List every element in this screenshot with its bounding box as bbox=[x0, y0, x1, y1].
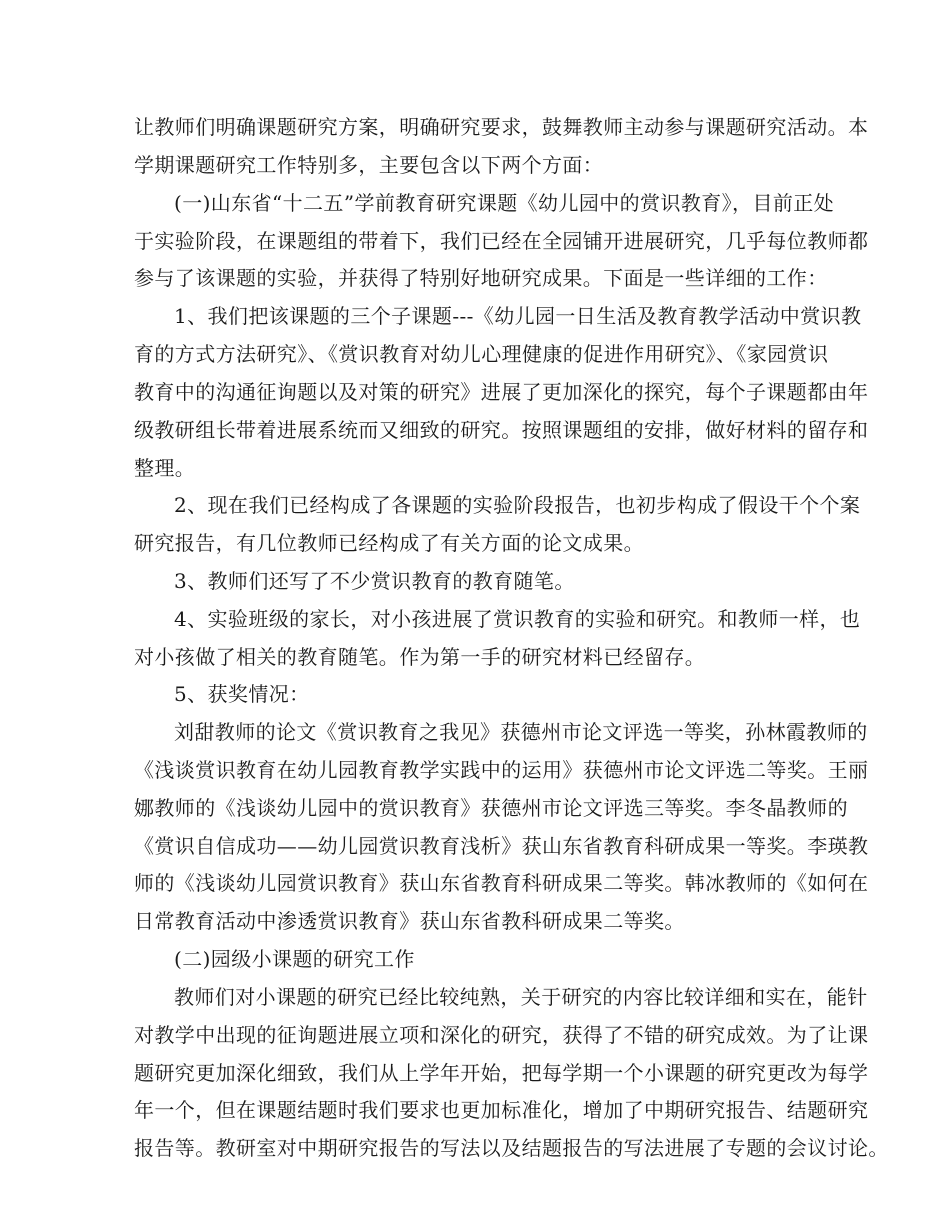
text-line: 参与了该课题的实验，并获得了特别好地研究成果。下面是一些详细的工作： bbox=[134, 266, 828, 290]
text-line: 5、获奖情况： bbox=[174, 682, 310, 706]
text-line: 让教师们明确课题研究方案，明确研究要求，鼓舞教师主动参与课题研究活动。本 bbox=[134, 115, 869, 139]
text-line: 对教学中出现的征询题进展立项和深化的研究，获得了不错的研究成效。为了让课 bbox=[134, 1023, 869, 1047]
text-line: 2、现在我们已经构成了各课题的实验阶段报告，也初步构成了假设干个个案 bbox=[174, 493, 861, 517]
text-line: 4、实验班级的家长，对小孩进展了赏识教育的实验和研究。和教师一样，也 bbox=[174, 607, 861, 631]
text-line: 日常教育活动中渗透赏识教育》获山东省教科研成果二等奖。 bbox=[134, 909, 685, 933]
text-line: 年一个，但在课题结题时我们要求也更加标准化，增加了中期研究报告、结题研究 bbox=[134, 1098, 869, 1122]
text-line: 娜教师的《浅谈幼儿园中的赏识教育》获德州市论文评选三等奖。李冬晶教师的 bbox=[134, 796, 848, 820]
text-line: 教育中的沟通征询题以及对策的研究》进展了更加深化的探究，每个子课题都由年 bbox=[134, 380, 869, 404]
text-line: 报告等。教研室对中期研究报告的写法以及结题报告的写法进展了专题的会议讨论。 bbox=[134, 1136, 889, 1160]
text-line: 3、教师们还写了不少赏识教育的教育随笔。 bbox=[174, 569, 575, 593]
text-line: 对小孩做了相关的教育随笔。作为第一手的研究材料已经留存。 bbox=[134, 645, 706, 669]
text-line: 学期课题研究工作特别多，主要包含以下两个方面： bbox=[134, 153, 604, 177]
text-line: 刘甜教师的论文《赏识教育之我见》获德州市论文评选一等奖，孙林霞教师的 bbox=[174, 720, 868, 744]
section-heading: (二)园级小课题的研究工作 bbox=[174, 947, 415, 971]
text-line: 教师们对小课题的研究已经比较纯熟，关于研究的内容比较详细和实在，能针 bbox=[174, 985, 868, 1009]
text-line: 《赏识自信成功——幼儿园赏识教育浅析》获山东省教育科研成果一等奖。李瑛教 bbox=[134, 834, 869, 858]
text-line: (一)山东省“十二五”学前教育研究课题《幼儿园中的赏识教育》，目前正处 bbox=[174, 191, 835, 215]
text-line: 1、我们把该课题的三个子课题---《幼儿园一日生活及教育教学活动中赏识教 bbox=[174, 304, 862, 328]
text-line: 育的方式方法研究》、《赏识教育对幼儿心理健康的促进作用研究》、《家园赏识 bbox=[134, 342, 829, 366]
text-line: 级教研组长带着进展系统而又细致的研究。按照课题组的安排，做好材料的留存和 bbox=[134, 418, 869, 442]
text-line: 师的《浅谈幼儿园赏识教育》获山东省教育科研成果二等奖。韩冰教师的《如何在 bbox=[134, 871, 869, 895]
text-line: 于实验阶段，在课题组的带着下，我们已经在全园铺开进展研究，几乎每位教师都 bbox=[134, 229, 869, 253]
text-line: 研究报告，有几位教师已经构成了有关方面的论文成果。 bbox=[134, 531, 644, 555]
text-line: 整理。 bbox=[134, 456, 196, 480]
text-line: 题研究更加深化细致，我们从上学年开始，把每学期一个小课题的研究更改为每学 bbox=[134, 1061, 869, 1085]
text-line: 《浅谈赏识教育在幼儿园教育教学实践中的运用》获德州市论文评选二等奖。王丽 bbox=[134, 758, 869, 782]
